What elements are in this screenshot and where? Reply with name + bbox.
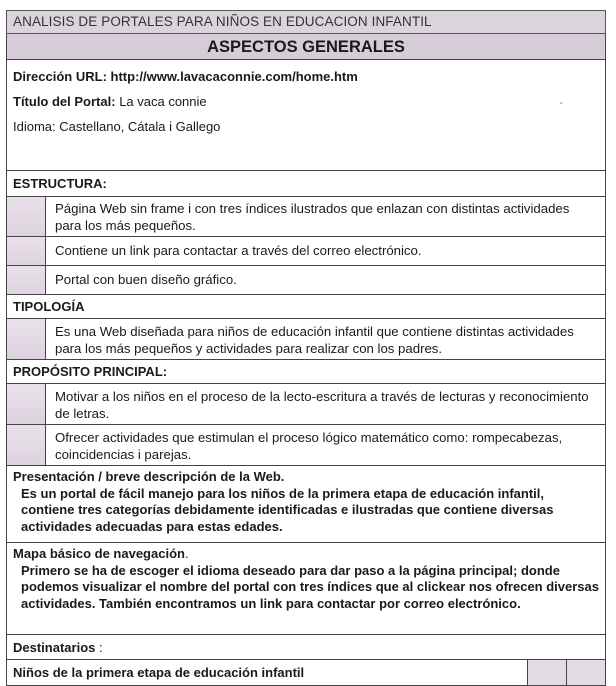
item-text: Es una Web diseñada para niños de educación infantil que contiene distintas actividades para los más pequeños y actividades para realizar con los padres. [55,324,574,356]
proposito-heading: PROPÓSITO PRINCIPAL: [6,360,606,384]
presentacion-body: Es un portal de fácil manejo para los niños de la primera etapa de educación infantil, contiene tres categorías debidamente identificadas e ilustradas que contiene diversas actividades adecuadas para estas edades. [21,485,554,534]
item-text: Ofrecer actividades que estimulan el proceso lógico matemático como: rompecabezas, coincidencias i parejas. [55,430,563,462]
destinatarios-box [527,660,566,685]
presentacion-block [6,466,606,543]
url-value: http://www.lavacaconnie.com/home.htm [110,69,358,84]
tipologia-heading: TIPOLOGÍA [6,295,606,319]
proposito-item [6,425,606,466]
stray-mark: - [559,98,563,109]
tipologia-item [6,319,606,360]
url-line [13,64,599,89]
mapa-heading-line [13,546,599,563]
estructura-item [6,197,606,237]
destinatarios-heading: Destinatarios [13,640,96,655]
url-label: Dirección URL: [13,69,107,84]
item-marker-cell [7,237,46,265]
destinatarios-heading-suffix: : [95,640,103,655]
general-info-block [6,60,606,171]
document-title: ANALISIS DE PORTALES PARA NIÑOS EN EDUCACION INFANTIL [6,10,606,34]
language-label: Idioma: [13,119,56,134]
mapa-heading-suffix: . [184,546,189,561]
mapa-block [6,543,606,635]
destinatarios-box [566,660,605,685]
destinatarios-row [6,660,606,686]
presentacion-heading: Presentación / breve descripción de la Web. [13,469,285,484]
section-heading-general: ASPECTOS GENERALES [6,34,606,60]
evaluation-sheet [6,10,606,686]
mapa-body: Primero se ha de escoger el idioma deseado para dar paso a la página principal; donde podemos visualizar el nombre del portal con tres índices que al clickear nos ofrecen diversas actividades. También encontramos un link para contactar por correo electrónico. [21,562,599,611]
proposito-item [6,384,606,425]
mapa-heading: Mapa básico de navegación [13,546,185,561]
language-line [13,114,599,139]
estructura-item [6,237,606,266]
item-text: Portal con buen diseño gráfico. [55,272,237,287]
item-marker-cell [7,266,46,294]
item-text: Motivar a los niños en el proceso de la lecto-escritura a través de lecturas y reconocimiento de letras. [55,389,589,421]
portal-title-line [13,89,599,114]
estructura-heading: ESTRUCTURA: [6,171,606,197]
portal-title-label: Título del Portal: [13,94,116,109]
estructura-item [6,266,606,295]
destinatarios-heading-row [6,635,606,660]
item-marker-cell [7,197,46,236]
item-marker-cell [7,384,46,424]
portal-title-value: La vaca connie [119,94,207,109]
destinatarios-value: Niños de la primera etapa de educación infantil [13,665,305,680]
language-value: Castellano, Cátala i Gallego [59,119,221,134]
item-marker-cell [7,425,46,465]
item-text: Contiene un link para contactar a través del correo electrónico. [55,243,422,258]
item-marker-cell [7,319,46,359]
item-text: Página Web sin frame i con tres índices ilustrados que enlazan con distintas actividades para los más pequeños. [55,201,570,233]
